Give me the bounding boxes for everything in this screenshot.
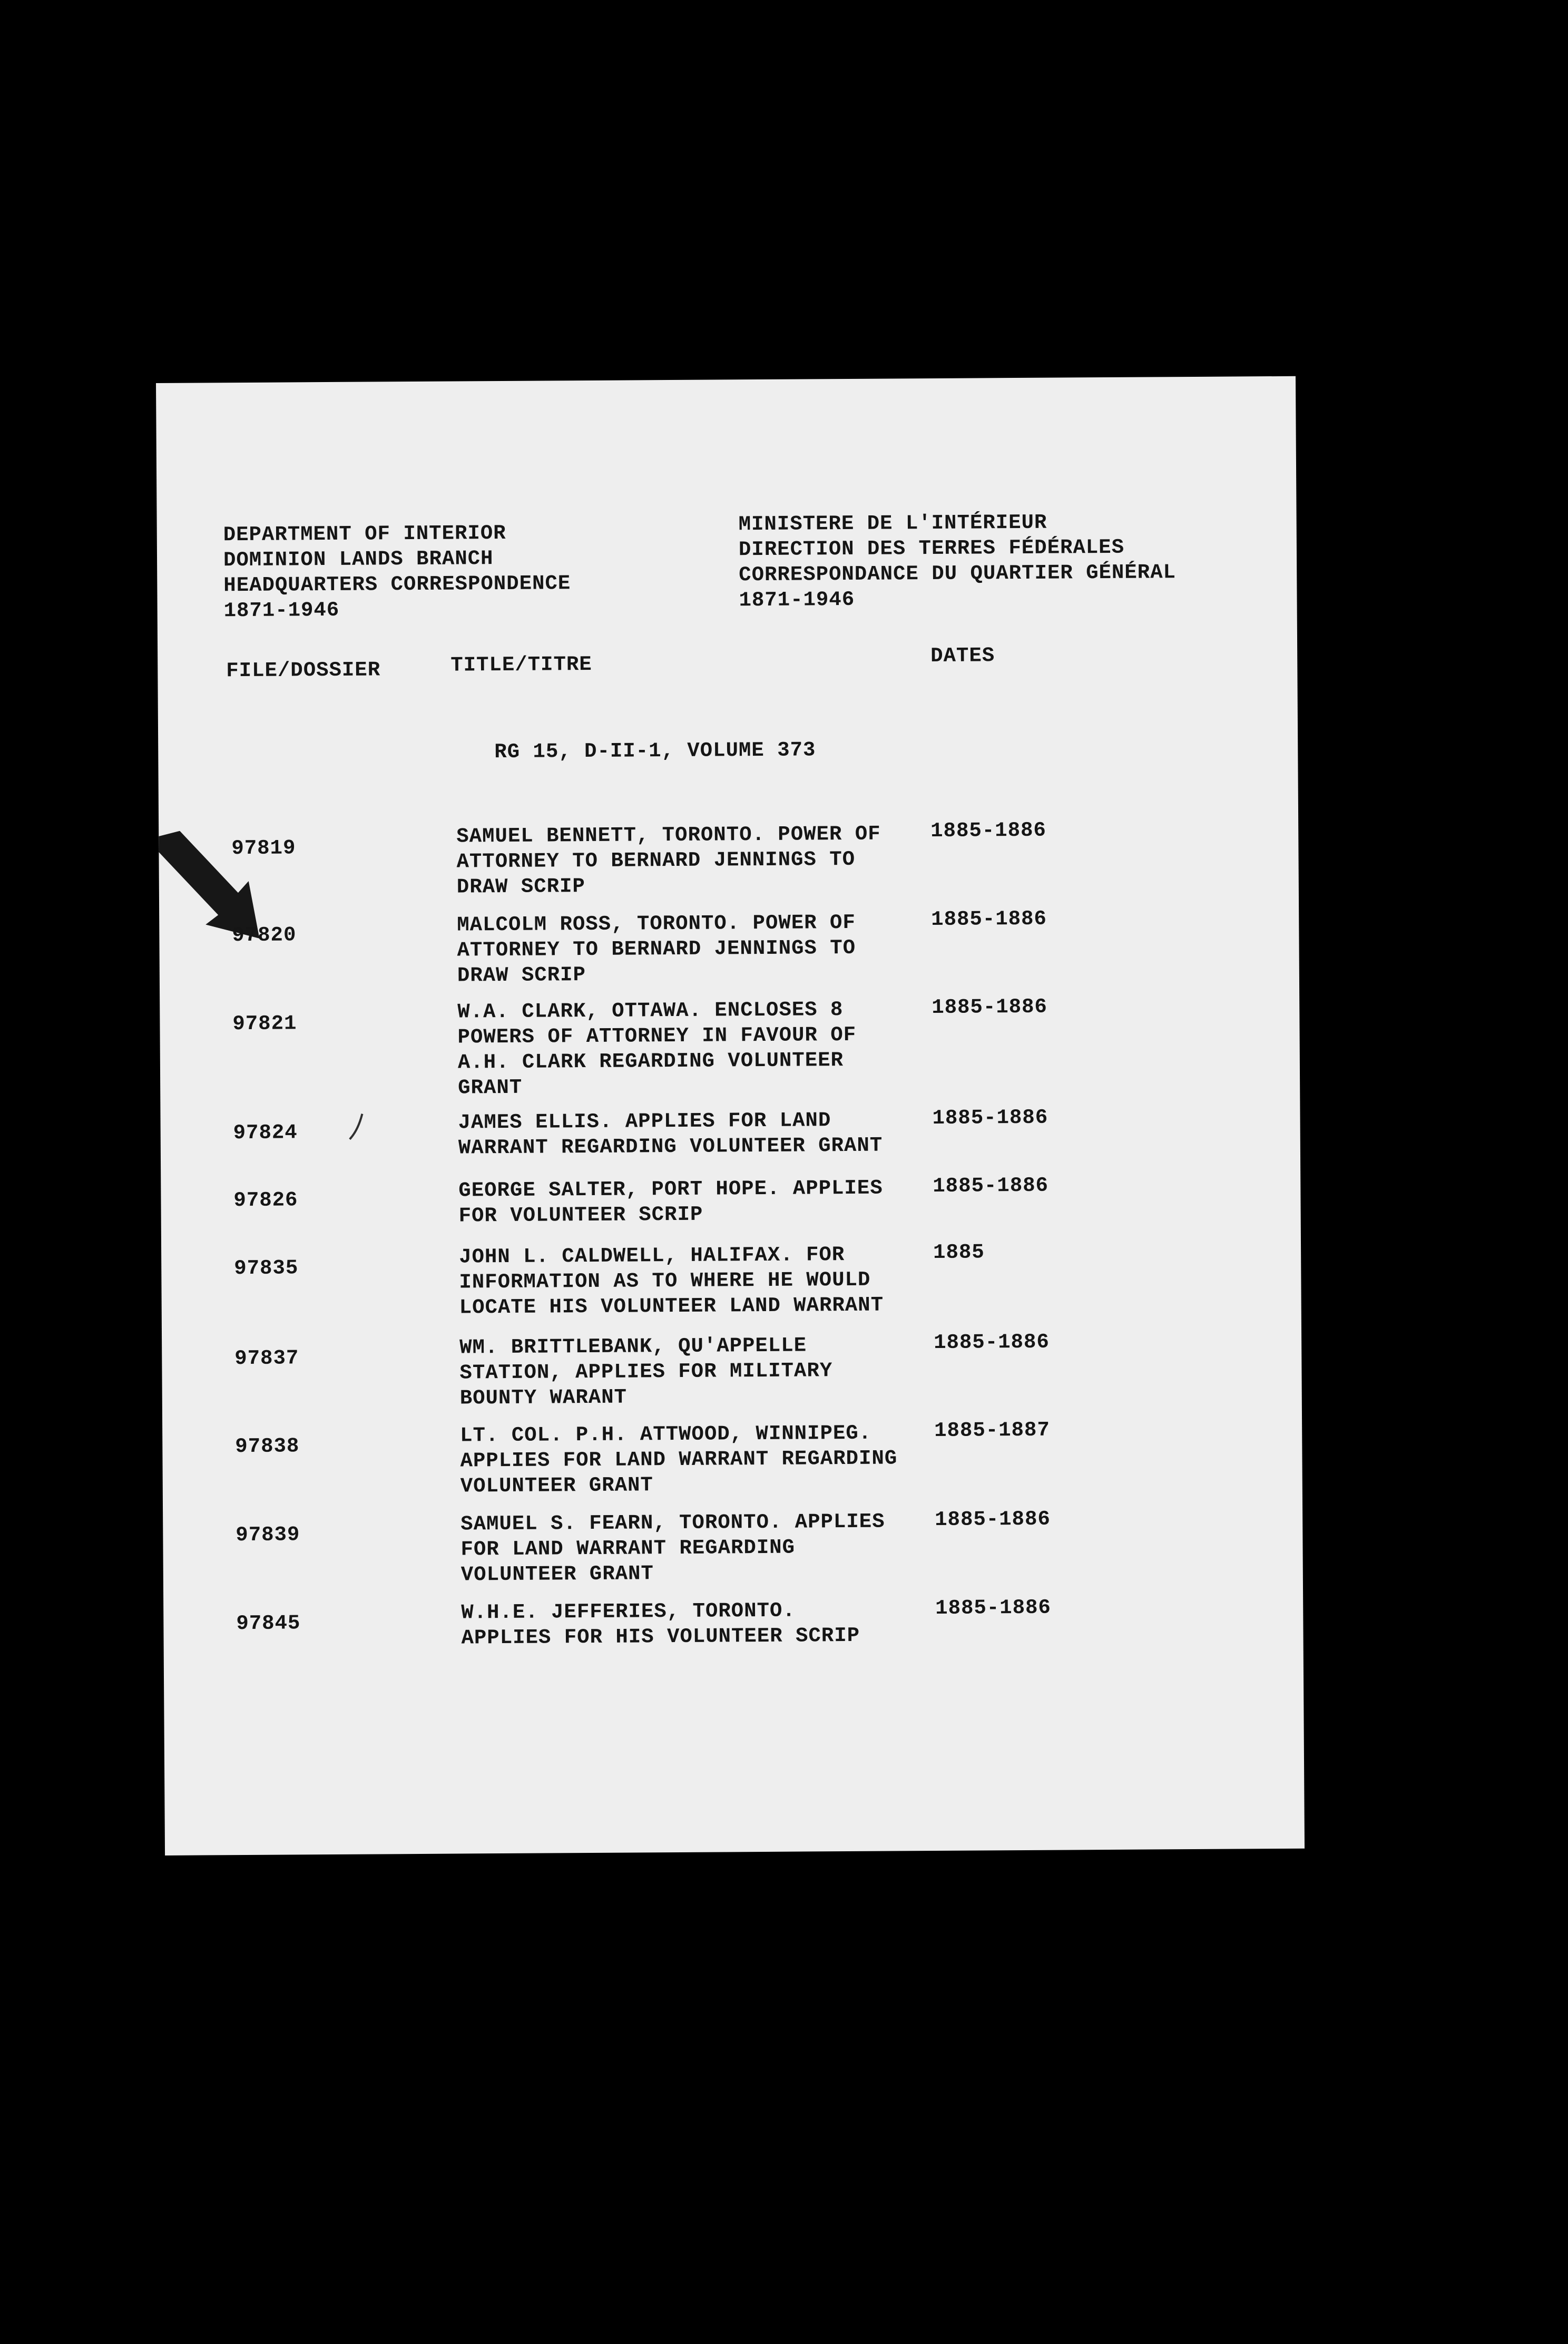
header-en-line: DOMINION LANDS BRANCH [223, 547, 494, 572]
header-en-line: 1871-1946 [223, 598, 340, 623]
column-header-title: TITLE/TITRE [450, 652, 592, 677]
file-dates: 1885-1886 [930, 818, 1046, 843]
header-fr-line: 1871-1946 [739, 588, 855, 612]
file-number: 97821 [232, 1012, 297, 1036]
header-english [223, 520, 571, 623]
file-dates: 1885-1886 [931, 907, 1047, 932]
column-header-dates: DATES [930, 644, 995, 668]
header-fr-line: MINISTERE DE L'INTÉRIEUR [738, 511, 1047, 536]
file-number: 97826 [233, 1188, 298, 1213]
column-header-file: FILE/DOSSIER [226, 658, 381, 683]
header-french [739, 509, 1177, 613]
header-fr-line: CORRESPONDANCE DU QUARTIER GÉNÉRAL [739, 561, 1177, 587]
document-page [156, 376, 1305, 1855]
file-dates: 1885-1886 [935, 1507, 1051, 1532]
file-number: 97835 [234, 1256, 299, 1281]
file-title: MALCOLM ROSS, TORONTO. POWER OF ATTORNEY TO BERNARD JENNINGS TO DRAW SCRIP [457, 911, 856, 988]
header-fr-line: DIRECTION DES TERRES FÉDÉRALES [738, 535, 1125, 562]
file-dates: 1885-1886 [935, 1596, 1052, 1620]
file-title: SAMUEL S. FEARN, TORONTO. APPLIES FOR LAND WARRANT REGARDING VOLUNTEER GRANT [460, 1510, 885, 1587]
file-title: SAMUEL BENNETT, TORONTO. POWER OF ATTORNEY TO BERNARD JENNINGS TO DRAW SCRIP [456, 822, 881, 899]
file-number: 97839 [236, 1523, 300, 1547]
file-number: 97838 [235, 1434, 300, 1459]
file-dates: 1885 [933, 1241, 985, 1265]
header-en-line: DEPARTMENT OF INTERIOR [223, 521, 506, 547]
file-title: GEORGE SALTER, PORT HOPE. APPLIES FOR VOLUNTEER SCRIP [458, 1176, 883, 1228]
file-title: WM. BRITTLEBANK, QU'APPELLE STATION, APPLIES FOR MILITARY BOUNTY WARANT [459, 1334, 833, 1410]
file-title: JAMES ELLIS. APPLIES FOR LAND WARRANT REGARDING VOLUNTEER GRANT [458, 1109, 883, 1160]
file-title: W.A. CLARK, OTTAWA. ENCLOSES 8 POWERS OF ATTORNEY IN FAVOUR OF A.H. CLARK REGARDING VOLUNTEER GRANT [457, 998, 857, 1100]
file-title: W.H.E. JEFFERIES, TORONTO. APPLIES FOR HIS VOLUNTEER SCRIP [461, 1599, 860, 1650]
file-dates: 1885-1886 [932, 1106, 1048, 1130]
file-number: 97837 [234, 1346, 299, 1371]
file-dates: 1885-1886 [934, 1330, 1050, 1355]
header-en-line: HEADQUARTERS CORRESPONDENCE [223, 572, 571, 598]
file-title: LT. COL. P.H. ATTWOOD, WINNIPEG. APPLIES FOR LAND WARRANT REGARDING VOLUNTEER GRANT [460, 1421, 898, 1498]
file-number: 97820 [232, 923, 297, 948]
file-number: 97819 [231, 836, 296, 861]
file-number: 97824 [233, 1121, 298, 1145]
volume-heading: RG 15, D-II-1, VOLUME 373 [494, 738, 816, 764]
file-title: JOHN L. CALDWELL, HALIFAX. FOR INFORMATION AS TO WHERE HE WOULD LOCATE HIS VOLUNTEER LAND WARRANT [459, 1243, 884, 1320]
check-mark-icon [347, 1112, 368, 1144]
file-dates: 1885-1887 [934, 1418, 1050, 1443]
file-dates: 1885-1886 [933, 1174, 1049, 1198]
file-dates: 1885-1886 [932, 995, 1048, 1020]
file-number: 97845 [236, 1612, 301, 1636]
